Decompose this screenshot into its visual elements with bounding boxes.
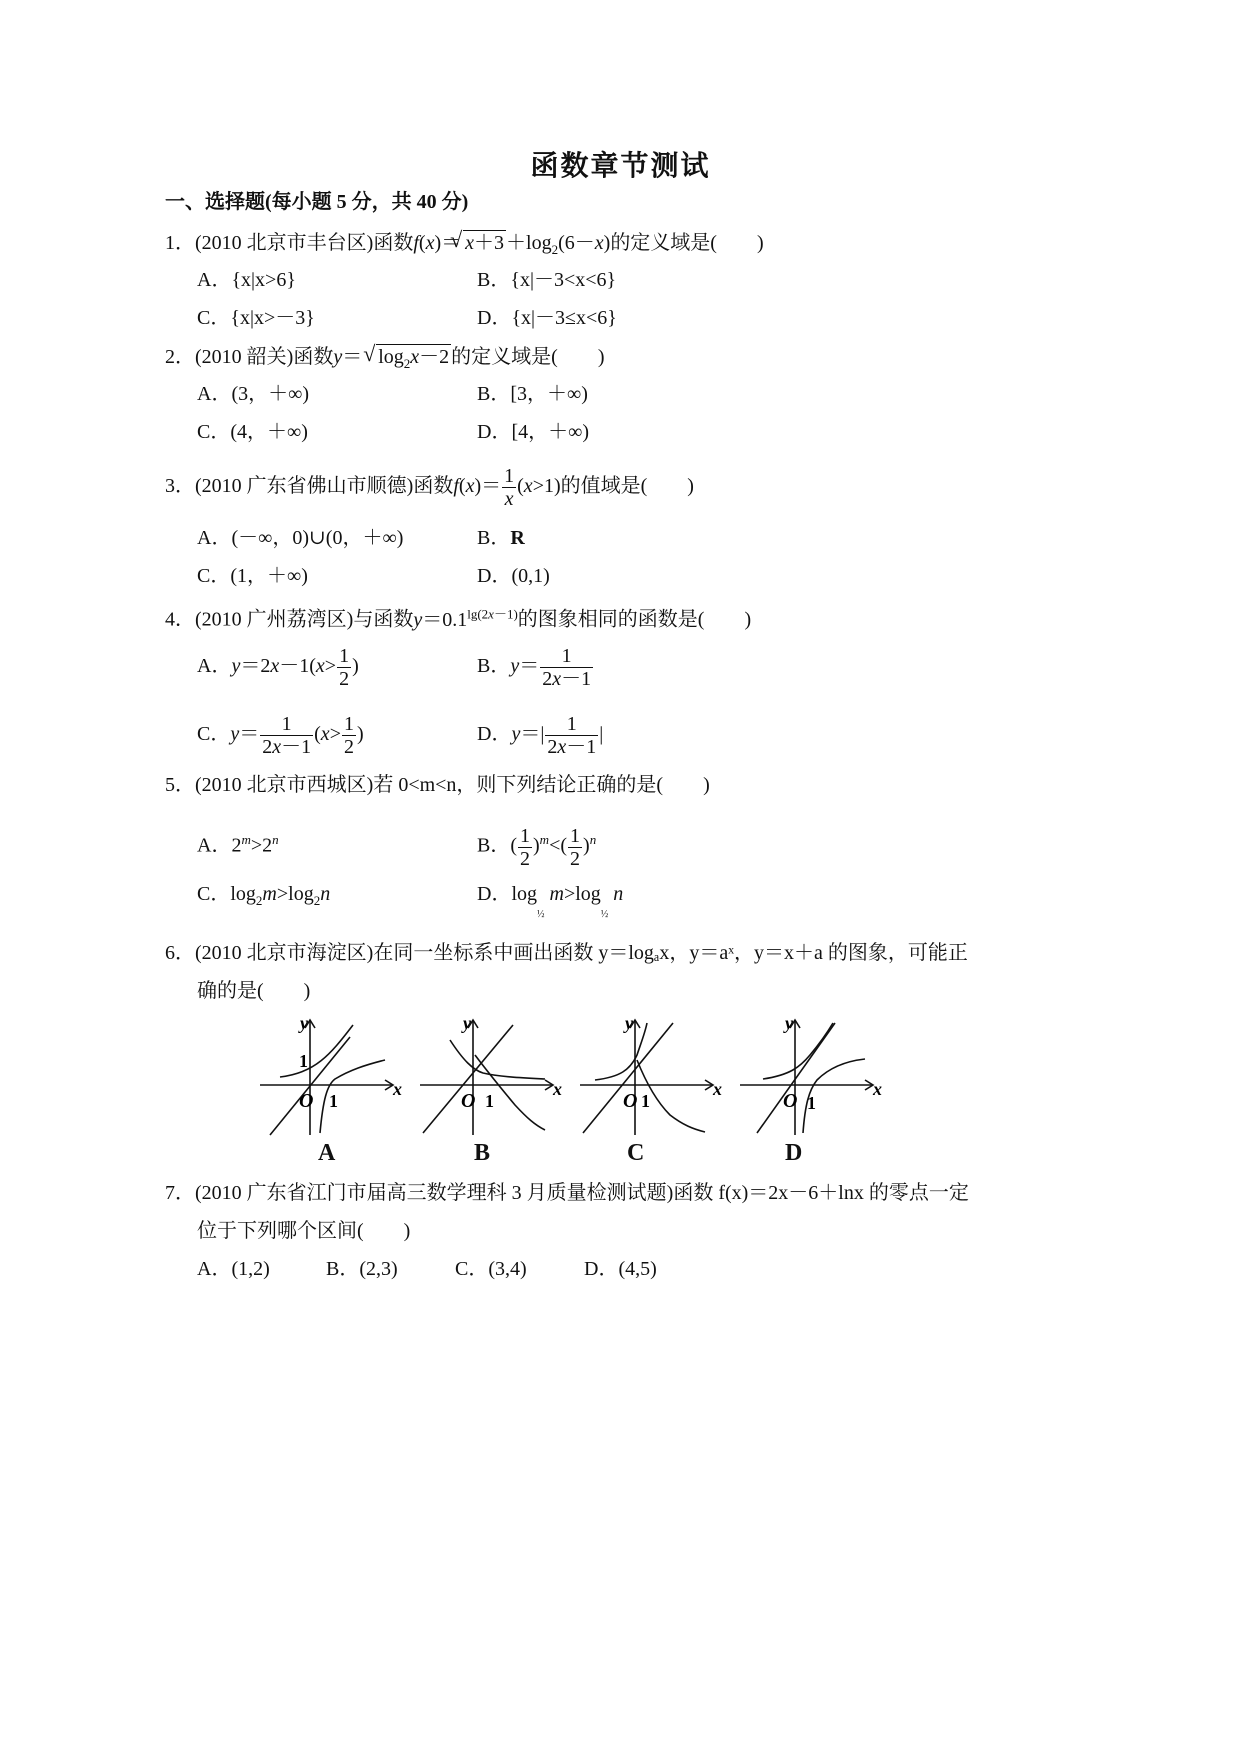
option-b: B．y＝ $\frac{1}{2x-1}$: [477, 644, 592, 690]
axis-y-label: y: [300, 1013, 308, 1033]
question-stem-end: 的定义域是( ): [451, 346, 605, 368]
graph-a: [255, 1015, 405, 1146]
option-a: A．y＝2x－1(x> $\frac{1}{2}$ ): [197, 644, 359, 690]
question-stem-line-1: (2010 广东省江门市届高三数学理科 3 月质量检测试题)函数 f(x)＝2x－6＋lnx 的零点一定: [195, 1182, 969, 1204]
tick-one-x: 1: [641, 1091, 650, 1111]
graph-c-plot: [575, 1015, 725, 1140]
question-number: 5．: [165, 774, 195, 796]
graph-b: [415, 1015, 565, 1146]
formula: y＝√ $\log_2x-2$: [333, 346, 451, 368]
question-stem-end: 的定义域是( ): [610, 232, 764, 254]
formula: f(x)＝√ $x+3 +\log_2(6-x)$: [413, 232, 610, 254]
graph-c: [575, 1015, 725, 1146]
tick-one-x: 1: [329, 1091, 338, 1111]
option-d: D．$\log_{\frac{1}{2}} m>\log_{\frac{1}{2}}$ n: [477, 883, 624, 920]
option-c: C．{x|x>－3}: [197, 307, 315, 329]
option-value: R: [510, 527, 525, 549]
option-a: A．$2^m>2^n$: [197, 832, 279, 857]
origin-label: O: [299, 1090, 314, 1112]
question-7: [165, 1181, 969, 1205]
question-4: [165, 602, 751, 632]
graph-a-label: A: [318, 1140, 336, 1166]
graph-d-plot: [735, 1015, 885, 1140]
graph-d-label: D: [785, 1140, 803, 1166]
question-source: (2010 北京市丰台区)函数: [195, 232, 414, 254]
question-2: [165, 344, 605, 376]
tick-one-x: 1: [485, 1091, 494, 1111]
option-c: C．(1，＋∞): [197, 565, 308, 587]
question-number: 2．: [165, 346, 195, 368]
axis-y-label: y: [625, 1013, 633, 1033]
graph-d: [735, 1015, 885, 1146]
question-stem-end: 的值域是( ): [560, 475, 694, 497]
option-c: C．(3,4): [455, 1258, 527, 1280]
option-c: C．$\log_2m>\log_2n$: [197, 883, 331, 908]
axis-x-label: x: [553, 1079, 562, 1099]
question-5: [165, 773, 710, 797]
option-d: D．(4,5): [584, 1258, 657, 1280]
tick-one-y: 1: [299, 1051, 308, 1071]
question-number: 6．: [165, 942, 195, 964]
section-heading: 一、选择题(每小题 5 分，共 40 分): [165, 191, 469, 213]
option-a: A．(1,2): [197, 1258, 270, 1280]
option-b: [477, 526, 525, 550]
question-6: [165, 941, 968, 965]
option-d: D．[4，＋∞): [477, 421, 590, 443]
question-stem-line-1: (2010 北京市海淀区)在同一坐标系中画出函数 y＝logₐx，y＝aˣ，y＝x＋a 的图象，可能正: [195, 942, 968, 964]
option-b: B．( $\frac{1}{2}$ )$^m$<( $\frac{1}{2}$ )$^n$: [477, 824, 597, 870]
question-3: [165, 460, 694, 512]
question-1: [165, 230, 764, 262]
question-source: (2010 韶关)函数: [195, 346, 334, 368]
question-number: 7．: [165, 1182, 195, 1204]
option-c: C．(4，＋∞): [197, 421, 308, 443]
axis-y-label: y: [463, 1013, 471, 1033]
option-label: B．: [477, 527, 511, 549]
option-d: D．{x|－3≤x<6}: [477, 307, 617, 329]
question-stem-line-2: 确的是( ): [197, 980, 311, 1002]
option-a: A．{x|x>6}: [197, 269, 296, 291]
axis-x-label: x: [713, 1079, 722, 1099]
graph-b-plot: [415, 1015, 565, 1140]
option-b: B．{x|－3<x<6}: [477, 269, 617, 291]
origin-label: O: [783, 1090, 798, 1112]
tick-one-x: 1: [807, 1093, 816, 1113]
option-d: D．(0,1): [477, 565, 550, 587]
question-stem-end: 的图象相同的函数是( ): [517, 608, 752, 631]
question-number: 1．: [165, 232, 195, 254]
question-stem-line-2: 位于下列哪个区间( ): [197, 1220, 411, 1242]
question-number: 4．: [165, 608, 195, 631]
axis-y-label: y: [785, 1013, 793, 1033]
formula: f(x)＝ $\frac{1}{x}$ (x>1): [453, 464, 561, 510]
formula: $y=0.1^{lg(2x-1)}$: [413, 606, 518, 631]
origin-label: O: [461, 1090, 476, 1112]
origin-label: O: [623, 1090, 638, 1112]
option-a: A．(3，＋∞): [197, 383, 310, 405]
question-number: 3．: [165, 475, 195, 497]
question-source: (2010 广东省佛山市顺德)函数: [195, 475, 454, 497]
axis-x-label: x: [873, 1079, 882, 1099]
option-b: B．[3，＋∞): [477, 383, 588, 405]
option-c: C．y＝ $\frac{1}{2x-1}$ (x> $\frac{1}{2}$ ): [197, 712, 364, 758]
axis-x-label: x: [393, 1079, 402, 1099]
option-b: B．(2,3): [326, 1258, 398, 1280]
option-d: D．y＝| $\frac{1}{2x-1}$ |: [477, 712, 604, 758]
graph-c-label: C: [627, 1140, 645, 1166]
graph-a-plot: [255, 1015, 405, 1140]
page-title: 函数章节测试: [530, 151, 711, 182]
option-a: A．(－∞，0)∪(0，＋∞): [197, 527, 404, 549]
graph-b-label: B: [474, 1140, 491, 1166]
question-source: (2010 广州荔湾区)与函数: [195, 608, 414, 631]
question-stem: (2010 北京市西城区)若 0<m<n，则下列结论正确的是( ): [195, 774, 710, 796]
